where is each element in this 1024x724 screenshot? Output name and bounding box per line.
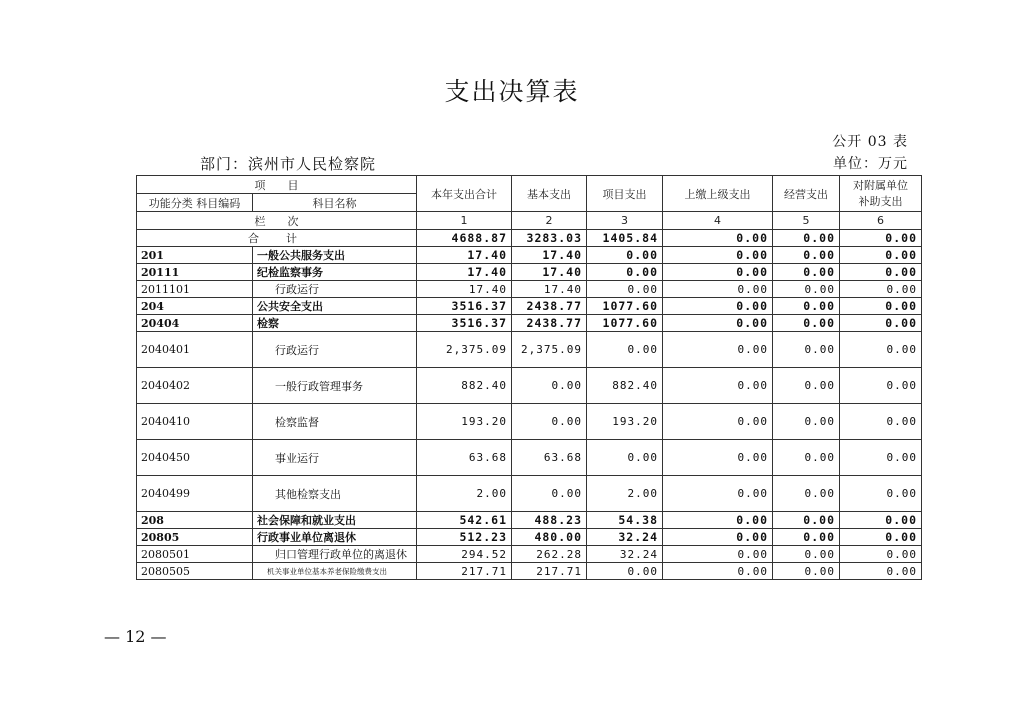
value-cell: 0.00	[773, 440, 840, 476]
table-row	[137, 298, 922, 315]
value-cell: 0.00	[587, 563, 663, 580]
row-index-label: 栏 次	[137, 212, 417, 230]
value-cell: 0.00	[663, 247, 773, 264]
value-cell: 0.00	[663, 476, 773, 512]
value-cell: 0.00	[773, 404, 840, 440]
value-cell: 0.00	[840, 546, 922, 563]
value-cell: 0.00	[840, 404, 922, 440]
table-row	[137, 440, 922, 476]
value-cell: 193.20	[417, 404, 512, 440]
subject-code: 2040499	[137, 476, 253, 512]
table-row	[137, 247, 922, 264]
col-index: 1	[417, 212, 512, 230]
value-cell: 2,375.09	[417, 332, 512, 368]
value-cell: 0.00	[773, 264, 840, 281]
col-header-subsidy	[840, 176, 922, 212]
subject-name: 行政运行	[253, 281, 417, 298]
value-cell: 2,375.09	[512, 332, 587, 368]
total-row	[137, 230, 922, 247]
subject-name: 检察监督	[253, 404, 417, 440]
value-cell: 63.68	[417, 440, 512, 476]
page-number: — 12 —	[104, 627, 167, 646]
value-cell: 882.40	[587, 368, 663, 404]
value-cell: 882.40	[417, 368, 512, 404]
table-row	[137, 281, 922, 298]
table-row	[137, 546, 922, 563]
col-index: 4	[663, 212, 773, 230]
subject-code: 2011101	[137, 281, 253, 298]
col-header-subsidy-line1: 对附属单位	[853, 178, 908, 192]
value-cell: 0.00	[773, 298, 840, 315]
value-cell: 0.00	[587, 264, 663, 281]
value-cell: 17.40	[417, 264, 512, 281]
table-row	[137, 332, 922, 368]
col-index: 6	[840, 212, 922, 230]
table-row	[137, 264, 922, 281]
total-cell: 0.00	[663, 230, 773, 247]
col-header-total: 本年支出合计	[417, 176, 512, 212]
value-cell: 294.52	[417, 546, 512, 563]
value-cell: 0.00	[663, 298, 773, 315]
subject-name: 机关事业单位基本养老保险缴费支出	[253, 563, 417, 580]
col-header-business: 经营支出	[773, 176, 840, 212]
value-cell: 0.00	[840, 332, 922, 368]
total-cell: 0.00	[840, 230, 922, 247]
value-cell: 17.40	[512, 281, 587, 298]
page-title: 支出决算表	[444, 77, 580, 106]
subject-code: 2080501	[137, 546, 253, 563]
total-cell: 0.00	[773, 230, 840, 247]
value-cell: 1077.60	[587, 298, 663, 315]
value-cell: 0.00	[773, 315, 840, 332]
value-cell: 0.00	[773, 476, 840, 512]
total-label: 合 计	[137, 230, 417, 247]
value-cell: 0.00	[840, 247, 922, 264]
subject-name: 公共安全支出	[253, 298, 417, 315]
table-row	[137, 529, 922, 546]
value-cell: 3516.37	[417, 315, 512, 332]
value-cell: 2438.77	[512, 298, 587, 315]
subject-code: 208	[137, 512, 253, 529]
col-index: 2	[512, 212, 587, 230]
value-cell: 0.00	[663, 264, 773, 281]
subject-name: 事业运行	[253, 440, 417, 476]
subject-code: 2040402	[137, 368, 253, 404]
unit-label: 单位：万元	[833, 156, 908, 172]
value-cell: 3516.37	[417, 298, 512, 315]
value-cell: 0.00	[663, 546, 773, 563]
value-cell: 32.24	[587, 546, 663, 563]
value-cell: 2.00	[587, 476, 663, 512]
value-cell: 217.71	[417, 563, 512, 580]
value-cell: 32.24	[587, 529, 663, 546]
value-cell: 63.68	[512, 440, 587, 476]
value-cell: 0.00	[840, 476, 922, 512]
value-cell: 54.38	[587, 512, 663, 529]
value-cell: 0.00	[840, 563, 922, 580]
subject-code: 2040401	[137, 332, 253, 368]
subject-code: 20111	[137, 264, 253, 281]
value-cell: 0.00	[773, 281, 840, 298]
value-cell: 542.61	[417, 512, 512, 529]
subject-code: 20805	[137, 529, 253, 546]
value-cell: 0.00	[587, 440, 663, 476]
value-cell: 2.00	[417, 476, 512, 512]
subject-code: 2040450	[137, 440, 253, 476]
subject-name: 检察	[253, 315, 417, 332]
value-cell: 0.00	[840, 281, 922, 298]
value-cell: 512.23	[417, 529, 512, 546]
total-cell: 3283.03	[512, 230, 587, 247]
subject-code: 204	[137, 298, 253, 315]
value-cell: 0.00	[512, 404, 587, 440]
value-cell: 0.00	[773, 368, 840, 404]
value-cell: 0.00	[663, 315, 773, 332]
subject-name: 社会保障和就业支出	[253, 512, 417, 529]
value-cell: 0.00	[773, 563, 840, 580]
value-cell: 0.00	[663, 404, 773, 440]
value-cell: 0.00	[587, 281, 663, 298]
value-cell: 0.00	[773, 332, 840, 368]
value-cell: 0.00	[840, 298, 922, 315]
value-cell: 0.00	[773, 247, 840, 264]
value-cell: 217.71	[512, 563, 587, 580]
value-cell: 17.40	[417, 247, 512, 264]
value-cell: 17.40	[417, 281, 512, 298]
value-cell: 480.00	[512, 529, 587, 546]
table-row	[137, 512, 922, 529]
subject-name-header: 科目名称	[253, 194, 417, 212]
item-header: 项 目	[137, 176, 417, 194]
subject-code: 2040410	[137, 404, 253, 440]
subject-name: 行政事业单位离退休	[253, 529, 417, 546]
total-cell: 4688.87	[417, 230, 512, 247]
subject-name: 行政运行	[253, 332, 417, 368]
value-cell: 17.40	[512, 264, 587, 281]
value-cell: 0.00	[773, 512, 840, 529]
col-header-project: 项目支出	[587, 176, 663, 212]
value-cell: 0.00	[840, 368, 922, 404]
table-row	[137, 368, 922, 404]
value-cell: 0.00	[773, 529, 840, 546]
value-cell: 0.00	[663, 440, 773, 476]
col-header-basic: 基本支出	[512, 176, 587, 212]
table-row	[137, 563, 922, 580]
subject-name: 纪检监察事务	[253, 264, 417, 281]
value-cell: 193.20	[587, 404, 663, 440]
value-cell: 0.00	[840, 264, 922, 281]
value-cell: 0.00	[663, 332, 773, 368]
form-number: 公开 03 表	[832, 134, 908, 150]
value-cell: 2438.77	[512, 315, 587, 332]
value-cell: 0.00	[840, 512, 922, 529]
value-cell: 488.23	[512, 512, 587, 529]
col-index: 3	[587, 212, 663, 230]
subject-name: 其他检察支出	[253, 476, 417, 512]
value-cell: 0.00	[512, 476, 587, 512]
value-cell: 262.28	[512, 546, 587, 563]
func-code-header: 功能分类 科目编码	[137, 194, 253, 212]
col-header-upper: 上缴上级支出	[663, 176, 773, 212]
value-cell: 0.00	[840, 440, 922, 476]
subject-code: 201	[137, 247, 253, 264]
value-cell: 0.00	[663, 529, 773, 546]
col-header-subsidy-line2: 补助支出	[858, 194, 903, 208]
value-cell: 0.00	[840, 529, 922, 546]
value-cell: 0.00	[663, 281, 773, 298]
value-cell: 0.00	[663, 563, 773, 580]
expenditure-table	[136, 175, 922, 580]
table-row	[137, 315, 922, 332]
value-cell: 0.00	[773, 546, 840, 563]
value-cell: 0.00	[663, 368, 773, 404]
total-cell: 1405.84	[587, 230, 663, 247]
subject-name: 一般公共服务支出	[253, 247, 417, 264]
value-cell: 0.00	[663, 512, 773, 529]
table-row	[137, 476, 922, 512]
value-cell: 17.40	[512, 247, 587, 264]
value-cell: 0.00	[512, 368, 587, 404]
value-cell: 1077.60	[587, 315, 663, 332]
department-label: 部门：滨州市人民检察院	[200, 155, 377, 173]
value-cell: 0.00	[840, 315, 922, 332]
subject-name: 归口管理行政单位的离退休	[253, 546, 417, 563]
value-cell: 0.00	[587, 332, 663, 368]
subject-name: 一般行政管理事务	[253, 368, 417, 404]
col-index: 5	[773, 212, 840, 230]
subject-code: 20404	[137, 315, 253, 332]
value-cell: 0.00	[587, 247, 663, 264]
table-row	[137, 404, 922, 440]
subject-code: 2080505	[137, 563, 253, 580]
